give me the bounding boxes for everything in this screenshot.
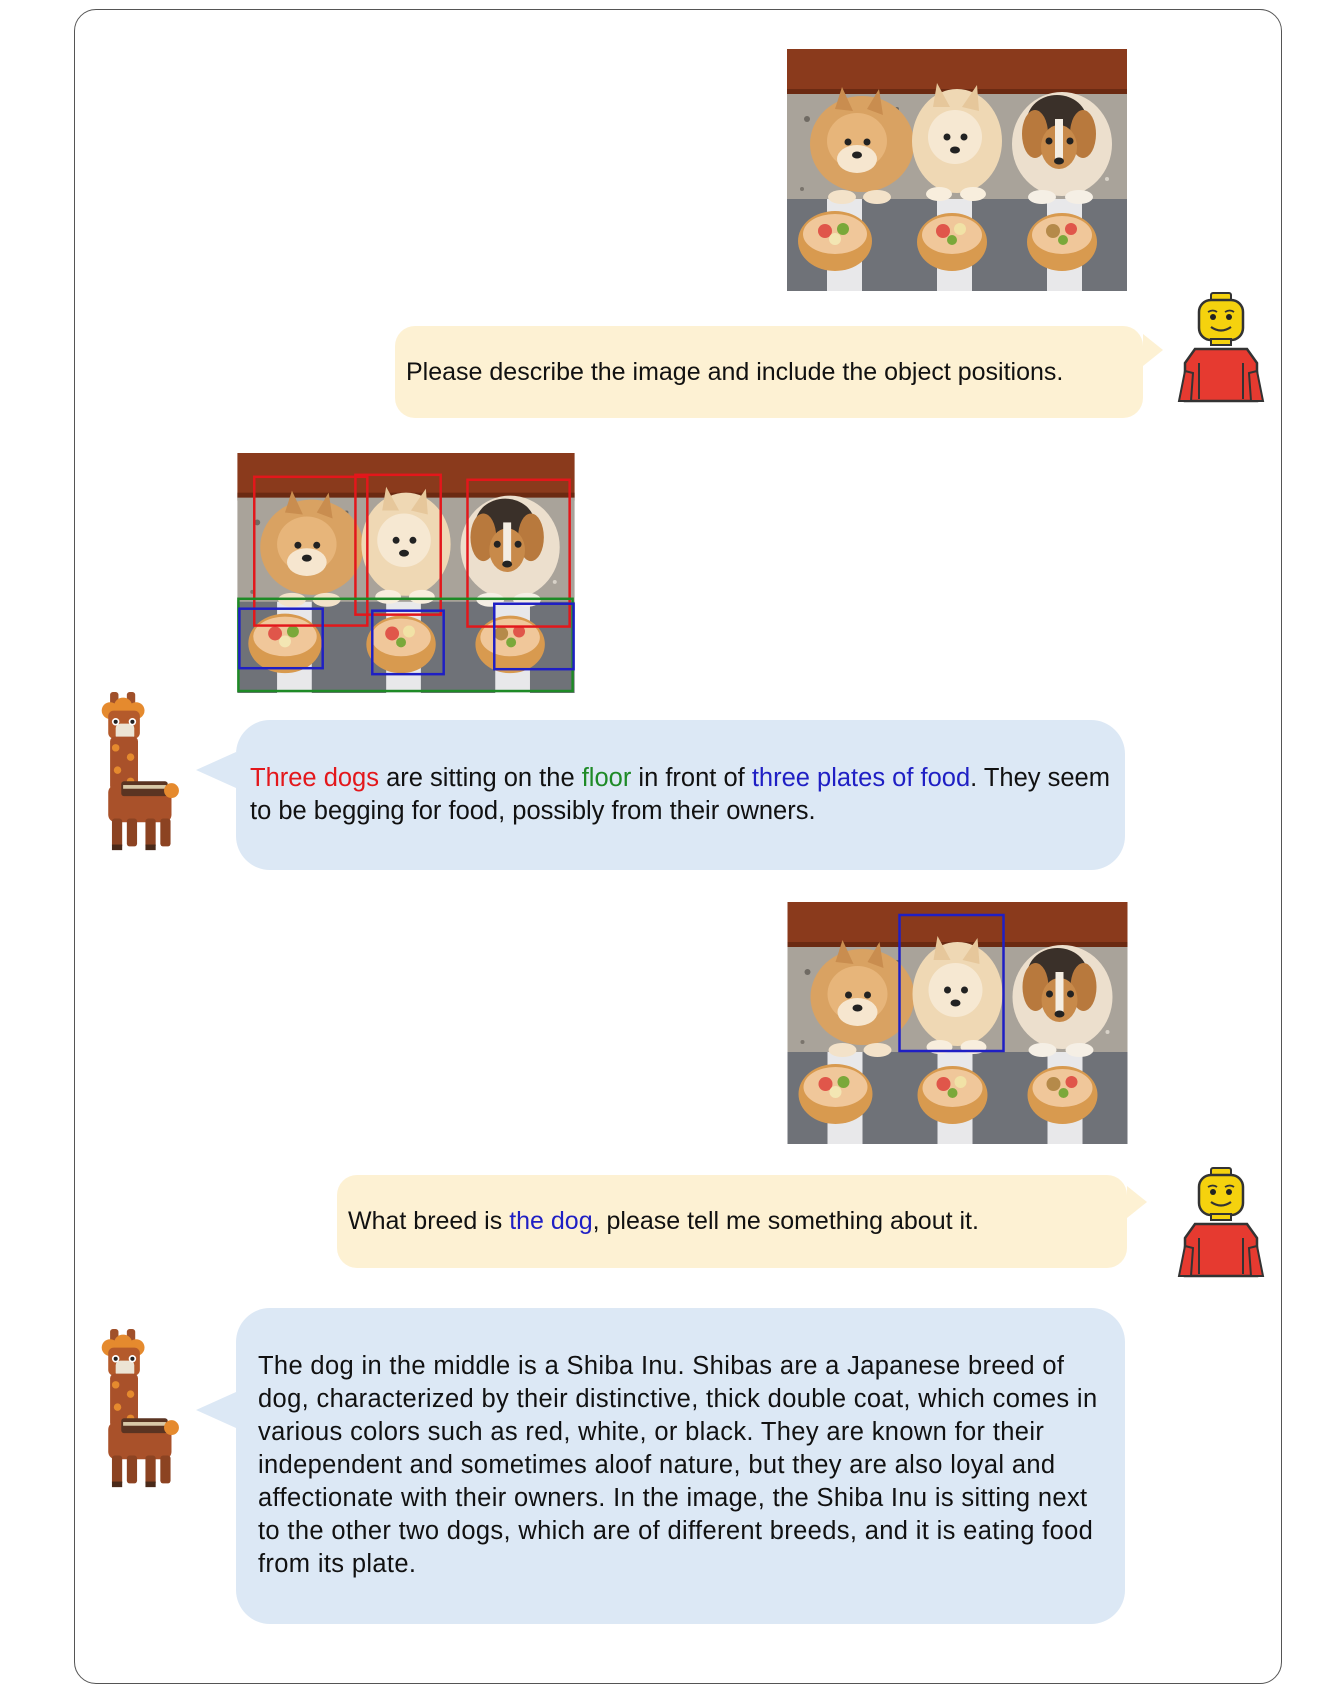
dogs-photo-plain — [787, 49, 1127, 291]
user-message-2-highlight: the dog — [509, 1207, 593, 1235]
floor-phrase: floor — [581, 764, 632, 792]
user-message-2-suffix: , please tell me something about it. — [592, 1207, 979, 1235]
user-message-bubble-2 — [337, 1175, 1127, 1268]
user-bubble-1-tail — [1143, 334, 1163, 366]
dogs-photo-query — [787, 902, 1128, 1144]
assistant-message-bubble-2 — [236, 1308, 1125, 1624]
lego-llama-icon — [86, 692, 190, 857]
user-message-1-text: Please describe the image and include the object positions. — [406, 358, 1064, 386]
assistant-message-1-part1: are sitting on the — [379, 764, 582, 792]
dogs-photo-grounded — [236, 453, 576, 693]
assistant-bubble-2-tail — [196, 1392, 236, 1428]
assistant-message-1-part2: in front of — [631, 764, 752, 792]
assistant-message-2-text: The dog in the middle is a Shiba Inu. Shibas are a Japanese breed of dog, characterized by their distinctive, thick double coat, which comes in various colors such as red, white, or black. They are known for their independent and sometimes aloof nature, but they are also loyal and affectionate with their owners. In the image, the Shiba Inu is sitting next to the other two dogs, which are of different breeds, and it is eating food from its plate. — [258, 1352, 1098, 1578]
user-message-bubble-1 — [395, 326, 1143, 418]
assistant-bubble-1-tail — [196, 752, 236, 788]
assistant-message-1-part3: . They seem to be begging for food, possibly from their owners. — [250, 764, 1110, 825]
assistant-message-bubble-1 — [236, 720, 1125, 870]
user-message-2-prefix: What breed is — [348, 1207, 510, 1235]
lego-minifigure-icon — [1161, 1166, 1277, 1283]
lego-llama-icon — [86, 1329, 190, 1494]
user-bubble-2-tail — [1127, 1186, 1147, 1218]
plates-phrase: three plates of food — [751, 764, 971, 792]
dogs-phrase: Three dogs — [250, 764, 379, 792]
lego-minifigure-icon — [1161, 291, 1277, 408]
